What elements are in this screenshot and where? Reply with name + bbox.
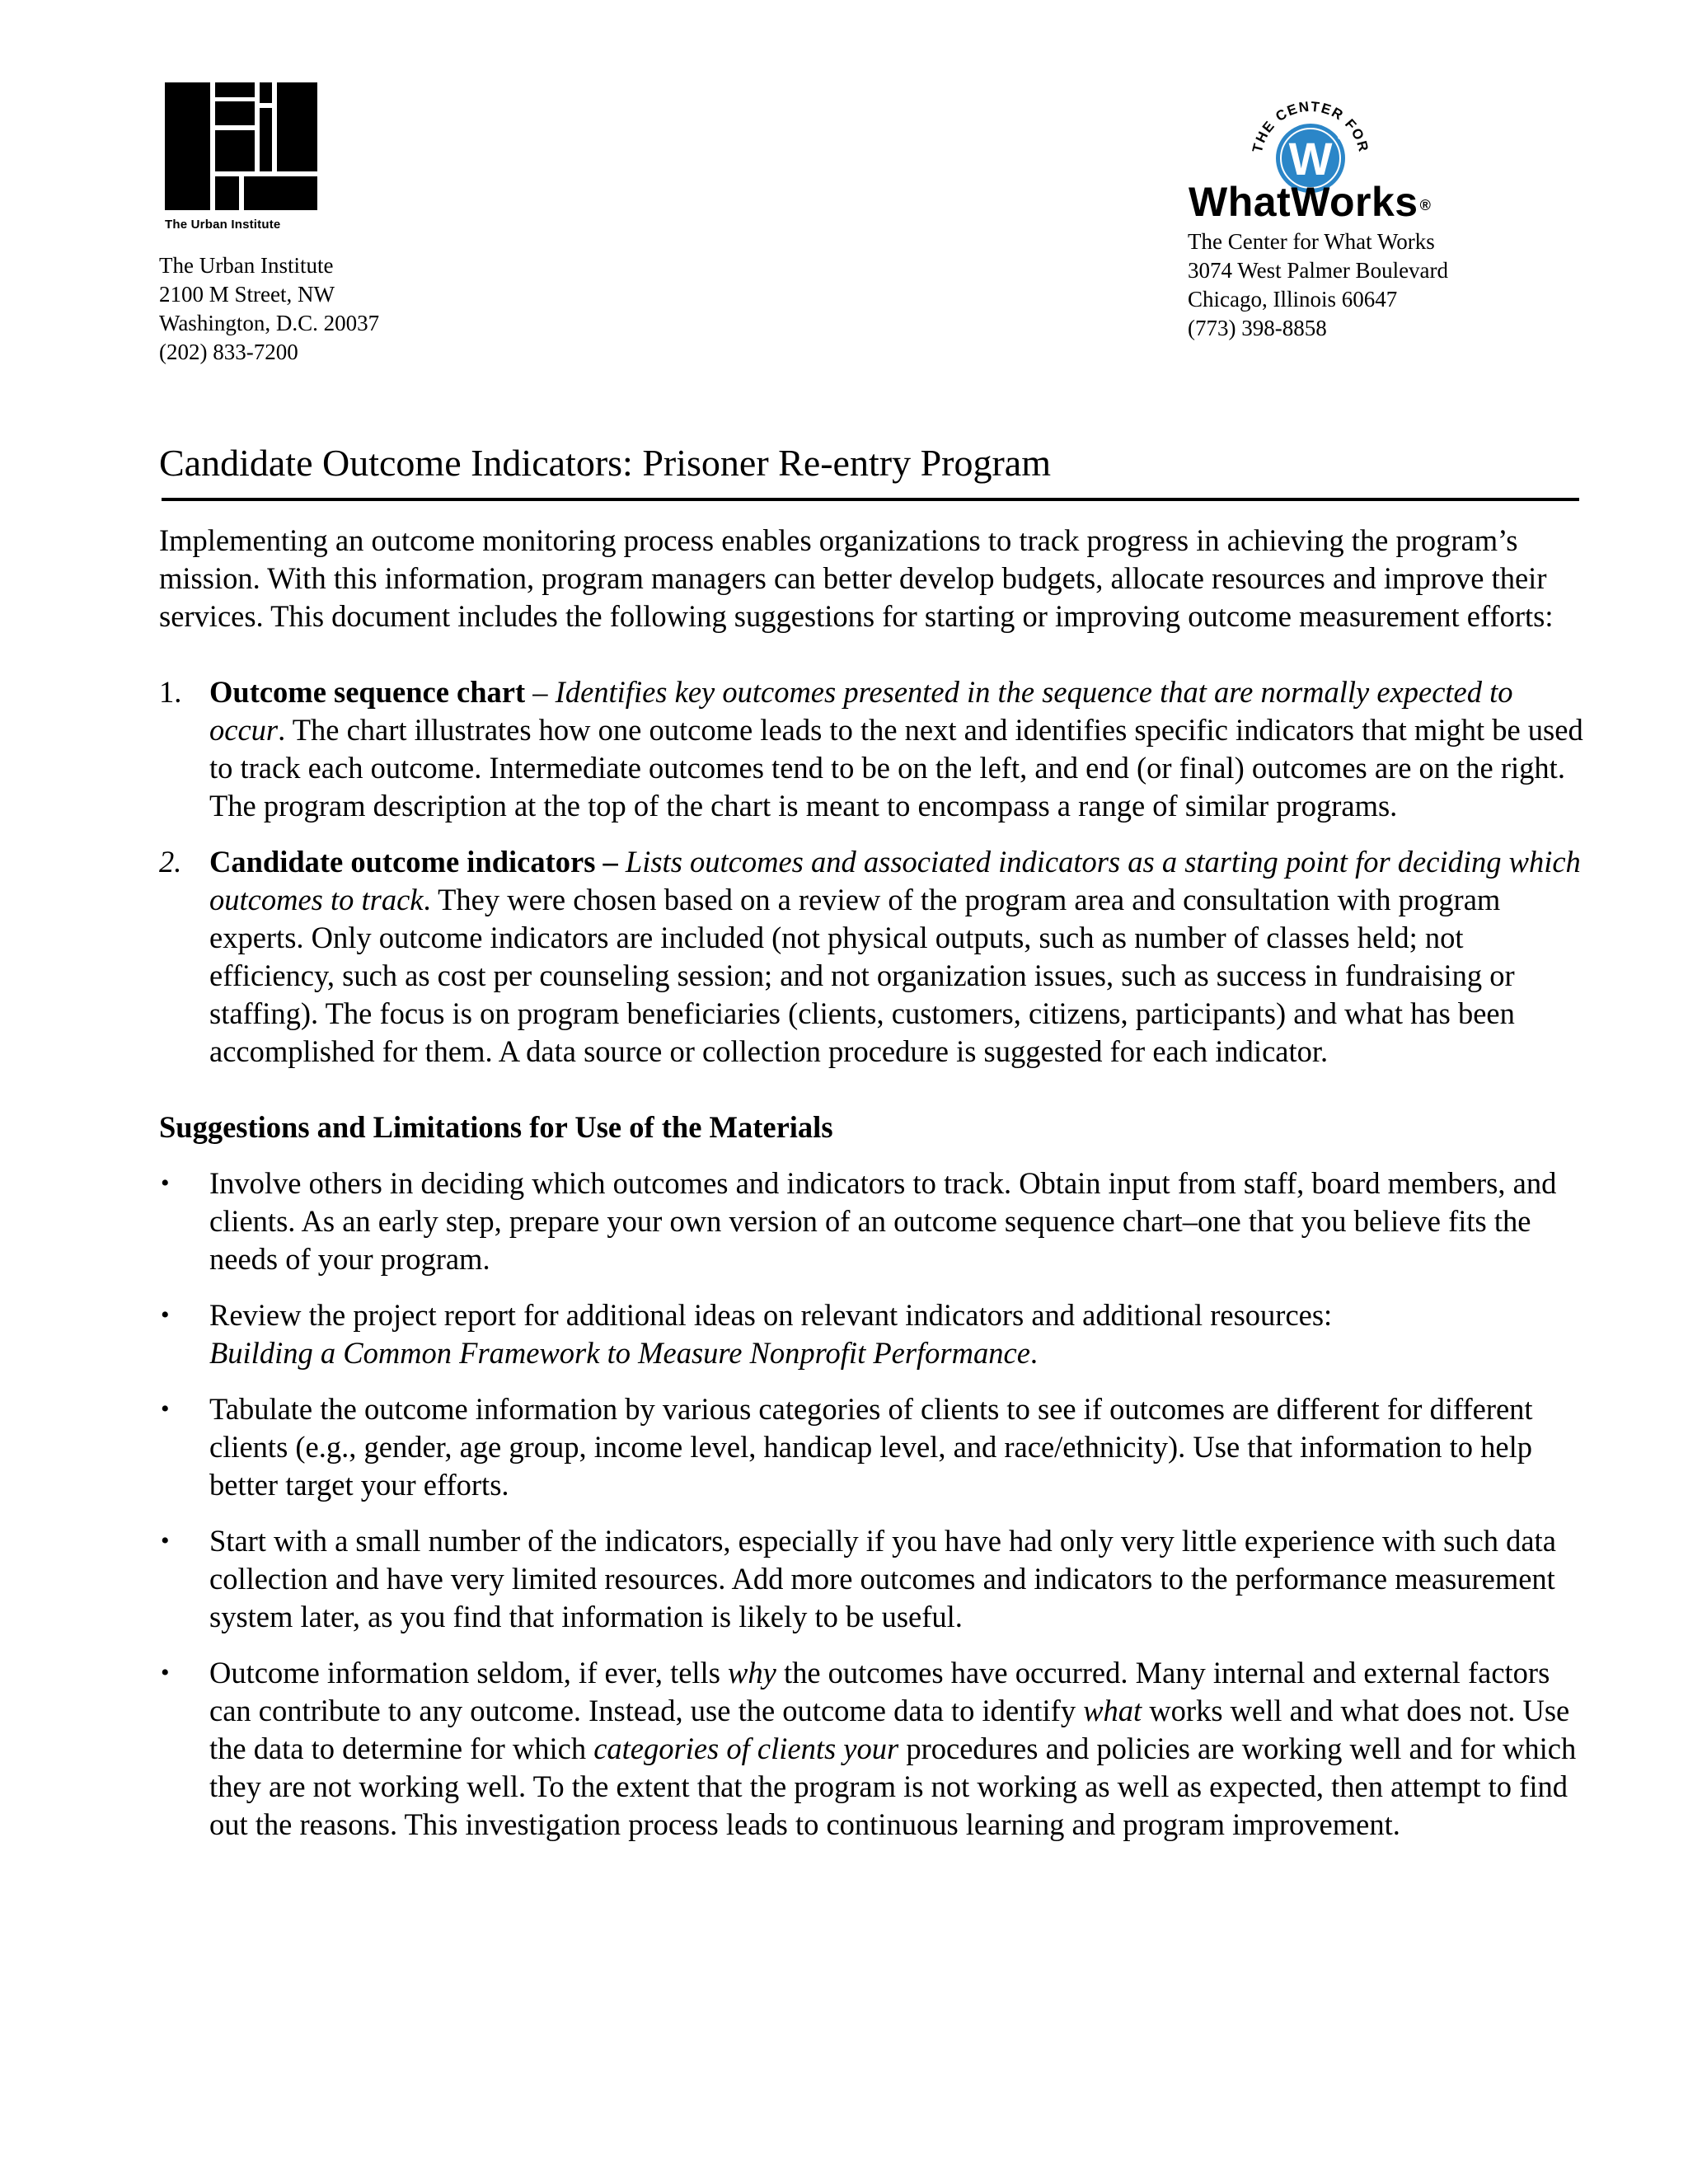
bullet-item [159,1165,1585,1278]
bullet-icon [161,1390,170,1428]
whatworks-arc-text: THE CENTER FOR [1249,98,1372,155]
bullet-item [159,1296,1585,1372]
document-body [159,522,1585,1862]
bullet-text: Review the project report for additional ideas on relevant indicators and additional resources: [209,1298,1333,1332]
bullet-text: the outcomes have occurred. Many internal and external factors can contribute to any outcome. Instead, use the outcome data to identify [209,1656,1550,1727]
bullet-item [159,1522,1585,1636]
address-line: The Center for What Works [1188,229,1435,254]
item-description: . The chart illustrates how one outcome leads to the next and identifies specific indicators that might be used to track each outcome. Intermediate outcomes tend to be on the left, and end (or final) outcomes are on the right. The program description at the top of the chart is meant to encompass a range of similar programs. [209,713,1583,823]
emphasis-text: why [728,1656,776,1690]
phone-line: (202) 833-7200 [159,340,298,364]
bullet-item [159,1654,1585,1844]
numbered-item-candidate-outcome-indicators [159,843,1585,1071]
item-number: 2. [159,845,182,879]
section-heading: Suggestions and Limitations for Use of the Materials [159,1110,833,1144]
bullet-text: Tabulate the outcome information by various categories of clients to see if outcomes are different for different clients (e.g., gender, age group, income level, handicap level, and race/ethnicity). Use that information to help better target your efforts. [209,1392,1533,1502]
whatworks-emblem-letter: W [1288,133,1333,185]
bullet-text-end: . [1029,1336,1039,1370]
address-line: Washington, D.C. 20037 [159,311,380,335]
emphasis-text: what [1083,1694,1142,1727]
bullet-item [159,1390,1585,1504]
whatworks-address [1188,227,1448,343]
bullet-icon [161,1522,170,1560]
whatworks-wordmark-text: WhatWorks [1189,179,1418,225]
urban-institute-address [159,251,379,367]
item-separator [618,845,626,879]
item-summary: Lists outcomes and associated indicators as a starting point for deciding which outcomes to track [209,845,1581,916]
item-summary: Identifies key outcomes presented in the sequence that are normally expected to occur [209,675,1513,747]
item-description: . They were chosen based on a review of the program area and consultation with program experts. Only outcome indicators are included (not physical outputs, such as number of classes held; not efficiency, such as cost per counseling session; and not organization issues, such as success in fundraising or staffing). The focus is on program beneficiaries (clients, customers, citizens, participants) and what has been accomplished for them. A data source or collection procedure is suggested for each indicator. [209,883,1515,1068]
title-divider [162,498,1579,501]
bullet-text: Outcome information seldom, if ever, tells [209,1656,729,1690]
page-title: Candidate Outcome Indicators: Prisoner Re-entry Program [159,442,1051,484]
bullet-icon [161,1165,170,1202]
numbered-item-outcome-sequence-chart [159,673,1585,825]
bullet-text: works well and what does not. Use the data to determine for which [209,1694,1570,1765]
item-heading: Outcome sequence chart [209,675,526,709]
item-separator: – [525,675,556,709]
address-line: Chicago, Illinois 60647 [1188,287,1398,312]
emphasis-text: categories of clients your [593,1732,899,1765]
bullet-text: Involve others in deciding which outcomes and indicators to track. Obtain input from staff, board members, and clients. As an early step, prepare your own version of an outcome sequence chart–one that you believe fits the needs of your program. [209,1166,1557,1276]
address-line: 2100 M Street, NW [159,282,335,307]
bullet-icon [161,1296,170,1334]
report-title: Building a Common Framework to Measure Nonprofit Performance [209,1336,1030,1370]
urban-institute-logo-text: The Urban Institute [165,218,281,232]
bullet-text: procedures and policies are working well and for which they are not working well. To the extent that the program is not working as well as expected, then attempt to find out the reasons. This investigation process leads to continuous learning and program improvement. [209,1732,1577,1841]
item-heading: Candidate outcome indicators – [209,845,618,879]
intro-paragraph: Implementing an outcome monitoring process enables organizations to track progress in achieving the program’s mission. With this information, program managers can better develop budgets, allocate resources and improve their services. This document includes the following suggestions for starting or improving outcome measurement efforts: [159,523,1554,633]
bullet-text: Start with a small number of the indicators, especially if you have had only very little experience with such data collection and have very limited resources. Add more outcomes and indicators to the performance measurement system later, as you find that information is likely to be useful. [209,1524,1556,1633]
bullet-icon [161,1654,170,1692]
address-line: The Urban Institute [159,253,334,278]
phone-line: (773) 398-8858 [1188,316,1327,340]
address-line: 3074 West Palmer Boulevard [1188,258,1449,283]
whatworks-wordmark [1189,179,1431,225]
registered-mark: ® [1419,197,1432,213]
item-number: 1. [159,675,182,709]
